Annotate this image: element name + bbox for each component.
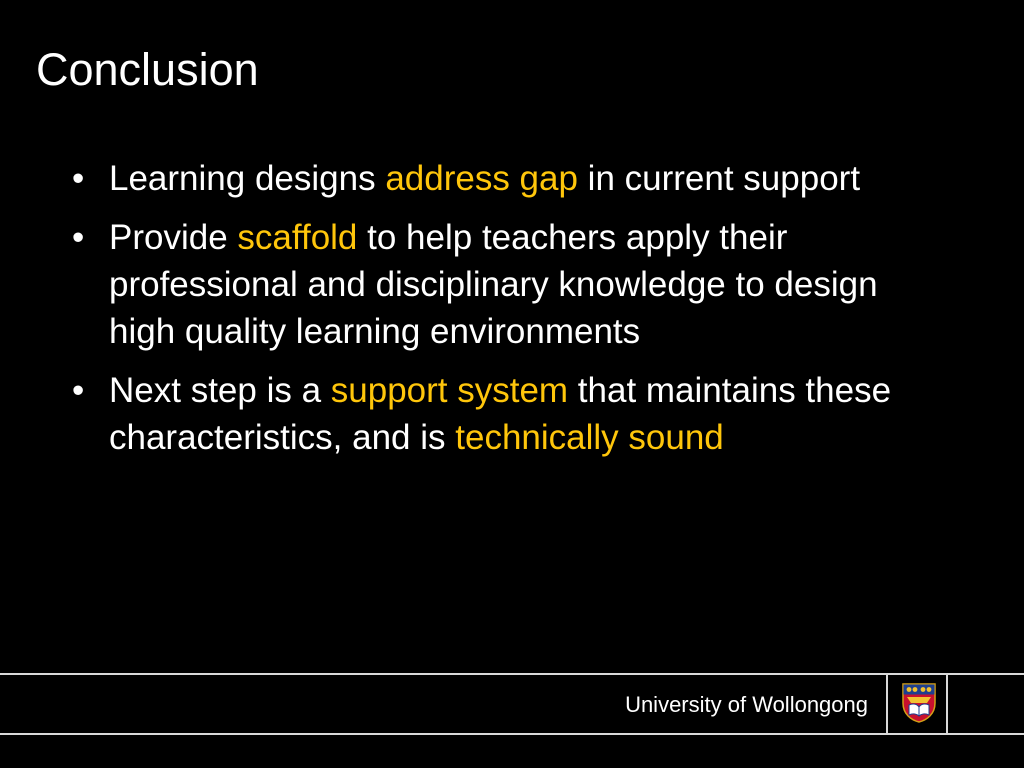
slide-title: Conclusion (36, 44, 259, 95)
bullet-marker: • (72, 218, 85, 257)
institution-name: University of Wollongong (625, 692, 868, 717)
bullet-marker: • (72, 371, 85, 410)
bullet-text: that maintains these characteristics, and is (109, 371, 892, 457)
university-crest-icon (902, 683, 936, 723)
highlight-text: support system (330, 371, 569, 410)
bullet-marker: • (72, 159, 85, 198)
bullet-text: in current support (577, 159, 861, 198)
bullet-list (72, 155, 932, 473)
bullet-text: Next step is a (109, 371, 331, 410)
highlight-text: address gap (385, 159, 578, 198)
bullet-item (72, 214, 932, 355)
bullet-item (72, 367, 932, 461)
slide-footer (0, 673, 1024, 735)
highlight-text: technically sound (455, 418, 724, 457)
highlight-text: scaffold (237, 218, 358, 257)
bullet-text: to help teachers apply their professional and disciplinary knowledge to design high quality learning environments (109, 218, 878, 351)
logo-frame (886, 675, 948, 733)
bullet-text: Provide (109, 218, 238, 257)
bullet-text: Learning designs (109, 159, 386, 198)
bullet-item (72, 155, 932, 202)
